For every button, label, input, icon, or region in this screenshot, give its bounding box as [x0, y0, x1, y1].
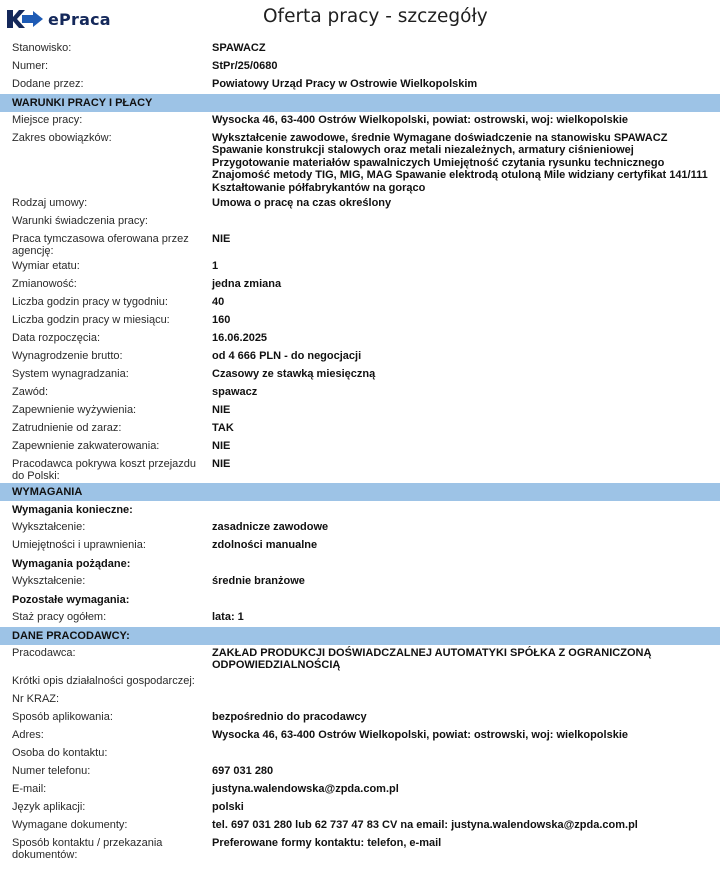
field-label: Osoba do kontaktu: [12, 746, 108, 759]
field-label: Liczba godzin pracy w miesiącu: [12, 314, 170, 327]
field-value: Umowa o pracę na czas określony [212, 197, 392, 210]
desired-row [0, 573, 720, 591]
section-requirements-header: WYMAGANIA [0, 483, 720, 501]
logo-text: ePraca [48, 9, 111, 29]
page-title: Oferta pracy - szczegóły [263, 6, 488, 27]
field-label: Stanowisko: [12, 42, 72, 54]
field-value: zasadnicze zawodowe [212, 521, 329, 534]
field-label: Sposób kontaktu / przekazania dokumentów: [12, 836, 163, 861]
field-value: 16.06.2025 [212, 332, 268, 345]
condition-row [0, 312, 720, 330]
employer-row [0, 645, 720, 673]
employer-row [0, 781, 720, 799]
summary-row [0, 58, 720, 76]
field-value: justyna.walendowska@zpda.com.pl [212, 782, 399, 795]
field-label: Nr KRAZ: [12, 692, 60, 705]
field-value: NIE [212, 458, 231, 471]
field-label: System wynagradzania: [12, 368, 129, 381]
condition-row [0, 213, 720, 231]
employer-row [0, 691, 720, 709]
conditions-list [0, 112, 720, 483]
employer-row [0, 835, 720, 862]
page-header [0, 0, 720, 40]
field-label: Numer telefonu: [12, 764, 91, 777]
field-label: Zawód: [12, 386, 49, 399]
field-label: Staż pracy ogółem: [12, 611, 107, 624]
field-value: 1 [212, 260, 219, 273]
field-value: 160 [212, 314, 231, 327]
required-list [0, 519, 720, 555]
employer-row [0, 709, 720, 727]
field-label: Dodane przez: [12, 78, 84, 90]
field-label: Zakres obowiązków: [12, 132, 112, 144]
field-label: Wymagane dokumenty: [12, 818, 128, 831]
field-label: Pracodawca pokrywa koszt przejazdu do Polski: [12, 458, 197, 483]
condition-row [0, 348, 720, 366]
section-conditions-header: WARUNKI PRACY I PŁACY [0, 94, 720, 112]
field-value: Wysocka 46, 63-400 Ostrów Wielkopolski, powiat: ostrowski, woj: wielkopolskie [212, 728, 628, 741]
field-label: Wynagrodzenie brutto: [12, 350, 123, 363]
field-value: NIE [212, 440, 231, 453]
field-value: zdolności manualne [212, 539, 318, 552]
field-label: Numer: [12, 60, 49, 72]
offer-summary [0, 40, 720, 94]
required-subheading: Wymagania konieczne: [12, 504, 133, 517]
field-value: 40 [212, 296, 225, 309]
desired-subheading: Wymagania pożądane: [12, 558, 131, 571]
field-label: Sposób aplikowania: [12, 710, 113, 723]
employer-row [0, 745, 720, 763]
field-label: Zmianowość: [12, 278, 77, 291]
condition-row [0, 366, 720, 384]
other-list [0, 609, 720, 627]
desired-list [0, 573, 720, 591]
field-value: tel. 697 031 280 lub 62 737 47 83 CV na email: justyna.walendowska@zpda.com.pl [212, 818, 638, 831]
condition-row [0, 384, 720, 402]
field-value: SPAWACZ [212, 42, 266, 54]
field-value: lata: 1 [212, 611, 244, 624]
condition-row [0, 438, 720, 456]
field-value: bezpośrednio do pracodawcy [212, 710, 367, 723]
field-value: Powiatowy Urząd Pracy w Ostrowie Wielkopolskim [212, 78, 478, 90]
field-value: NIE [212, 404, 231, 417]
condition-row [0, 276, 720, 294]
condition-row [0, 294, 720, 312]
field-value: polski [212, 800, 244, 813]
field-label: Rodzaj umowy: [12, 197, 88, 210]
field-label: Liczba godzin pracy w tygodniu: [12, 296, 168, 309]
condition-row [0, 402, 720, 420]
field-value: Preferowane formy kontaktu: telefon, e-mail [212, 836, 442, 849]
field-value: Czasowy ze stawką miesięczną [212, 368, 376, 381]
field-label: Zatrudnienie od zaraz: [12, 422, 122, 435]
employer-row [0, 727, 720, 745]
field-value: jedna zmiana [212, 278, 282, 291]
section-employer-header: DANE PRACODAWCY: [0, 627, 720, 645]
field-value: StPr/25/0680 [212, 60, 278, 72]
field-label: Data rozpoczęcia: [12, 332, 101, 345]
field-label: Praca tymczasowa oferowana przez agencję: [12, 233, 189, 258]
condition-row [0, 112, 720, 130]
condition-row [0, 195, 720, 213]
field-label: Wymiar etatu: [12, 260, 80, 273]
field-label: Zapewnienie zakwaterowania: [12, 440, 160, 453]
other-subheading: Pozostałe wymagania: [12, 594, 130, 607]
field-value: TAK [212, 422, 234, 435]
summary-row [0, 40, 720, 58]
required-row [0, 537, 720, 555]
employer-list [0, 645, 720, 862]
epraca-logo-icon [5, 7, 45, 31]
summary-row [0, 76, 720, 94]
field-label: Język aplikacji: [12, 800, 86, 813]
field-label: Miejsce pracy: [12, 114, 83, 126]
field-value: Wykształcenie zawodowe, średnie Wymagane doświadczenie na stanowisku SPAWACZ Spawanie konstrukcji stalowych oraz metali niezależnych, armatury ciśnieniowej Przygotowanie materiałów spawalniczych Umiejętność czytania rysunku technicznego Znajomość metody TIG, MIG, MAG Spawanie elektrodą otuloną Mile widziany certyfikat 141/111 Kształtowanie półfabrykantów na gorąco [212, 132, 708, 194]
field-value: ZAKŁAD PRODUKCJI DOŚWIADCZALNEJ AUTOMATYKI SPÓŁKA Z OGRANICZONĄ ODPOWIEDZIALNOŚCIĄ [212, 647, 652, 672]
field-label: Wykształcenie: [12, 575, 86, 588]
condition-row [0, 258, 720, 276]
condition-row [0, 456, 720, 483]
employer-row [0, 763, 720, 781]
other-row [0, 609, 720, 627]
condition-row [0, 231, 720, 258]
condition-row [0, 130, 720, 195]
epraca-logo[interactable] [5, 6, 111, 32]
field-value: od 4 666 PLN - do negocjacji [212, 350, 362, 363]
field-value: 697 031 280 [212, 764, 274, 777]
employer-row [0, 673, 720, 691]
employer-row [0, 799, 720, 817]
field-label: E-mail: [12, 782, 47, 795]
condition-row [0, 420, 720, 438]
field-value: spawacz [212, 386, 258, 399]
field-value: NIE [212, 233, 231, 246]
field-value: Wysocka 46, 63-400 Ostrów Wielkopolski, powiat: ostrowski, woj: wielkopolskie [212, 114, 628, 126]
field-label: Wykształcenie: [12, 521, 86, 534]
field-value: średnie branżowe [212, 575, 305, 588]
field-label: Zapewnienie wyżywienia: [12, 404, 137, 417]
field-label: Pracodawca: [12, 647, 76, 660]
required-row [0, 519, 720, 537]
condition-row [0, 330, 720, 348]
field-label: Umiejętności i uprawnienia: [12, 539, 146, 552]
offer-details [0, 40, 720, 862]
field-label: Adres: [12, 728, 44, 741]
field-label: Warunki świadczenia pracy: [12, 215, 148, 228]
field-label: Krótki opis działalności gospodarczej: [12, 674, 195, 687]
employer-row [0, 817, 720, 835]
